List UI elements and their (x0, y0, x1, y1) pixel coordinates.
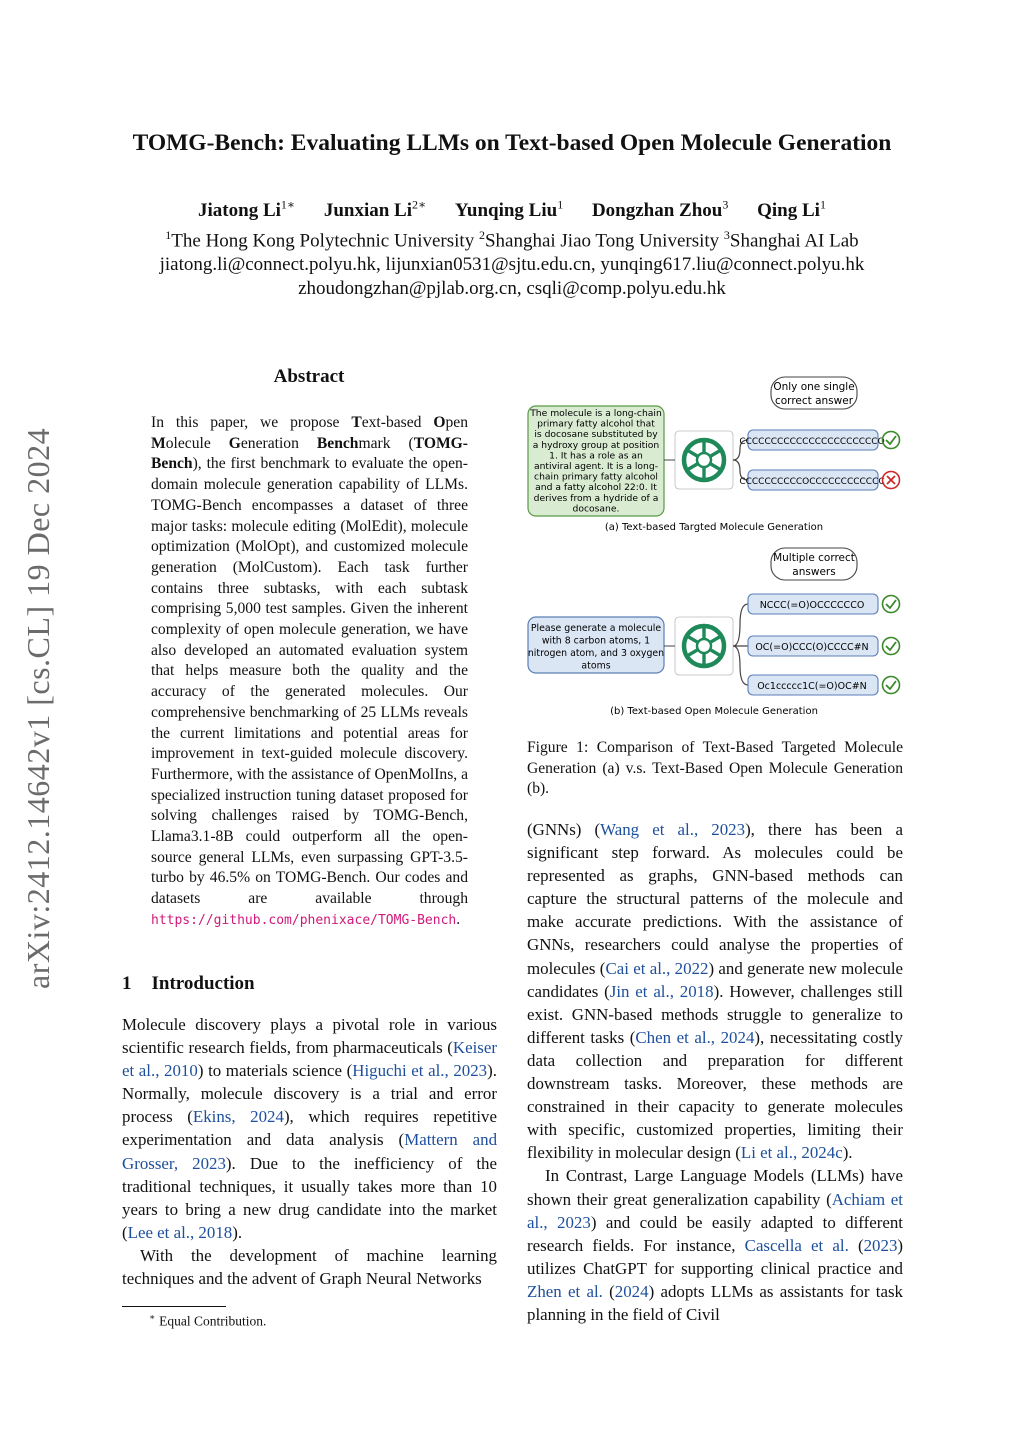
note-single-answer (771, 377, 857, 409)
section-heading: 1 Introduction (122, 973, 255, 994)
citation[interactable]: Chen et al., 2024 (635, 1027, 755, 1047)
answer-box-correct (739, 430, 899, 450)
llm-logo-icon (675, 431, 733, 489)
svg-text:Multiple correct: Multiple correct (773, 552, 855, 564)
svg-text:CCCCCCCCCCOCCCCCCCCCCCC: CCCCCCCCCCOCCCCCCCCCCCC (739, 477, 885, 487)
figure-caption-b: (b) Text-based Open Molecule Generation (610, 706, 818, 717)
emails-line-2: zhoudongzhan@pjlab.org.cn, csqli@comp.polyu.edu.hk (298, 278, 726, 300)
paragraph: (GNNs) (Wang et al., 2023), there has been a significant step forward. As molecules could be represented as graphs, GNN-based methods can capture the structural patterns of the molecule and make accurate predictions. With the assistance of GNNs, researchers could analyse the properties of molecules (Cai et al., 2022) and generate new molecule candidates (Jin et al., 2018). However, challenges still exist. GNN-based methods struggle to generalize to different tasks (Chen et al., 2024), necessitating costly data collection and preparation for different downstream tasks. Moreover, these methods are constrained in their capacity to generate molecules with specific, customized properties, limiting their flexibility in molecular design (Li et al., 2024c). (527, 820, 904, 1163)
svg-text:answers: answers (792, 566, 836, 578)
prompt-line: is docosane substituted by (534, 429, 658, 441)
prompt-line: antiviral agent. It is a long- (533, 461, 659, 472)
smiles-answer: OC(=O)CCC(O)CCCC#N (755, 642, 869, 653)
prompt-line: chain primary fatty alcohol (534, 471, 658, 483)
prompt-line: nitrogen atom, and 3 oxygen (527, 648, 665, 659)
smiles-answer: NCCC(=O)OCCCCCCO (759, 600, 865, 611)
check-icon (883, 638, 900, 655)
svg-text:correct answer: correct answer (774, 395, 854, 407)
prompt-line: and a fatty alcohol 22:0. It (535, 482, 657, 494)
answer-box-correct (748, 594, 900, 614)
svg-text:Only one single: Only one single (773, 381, 855, 393)
citation[interactable]: Cai et al., 2022 (605, 958, 709, 978)
citation[interactable]: Higuchi et al., 2023 (352, 1061, 488, 1081)
citation[interactable]: Lee et al., 2018 (127, 1222, 233, 1242)
prompt-line: primary fatty alcohol that (537, 418, 655, 430)
prompt-line: docosane. (572, 503, 620, 515)
answer-box-wrong (739, 470, 899, 490)
citation[interactable]: 2024 (614, 1281, 649, 1301)
affiliations: $^1$The Hong Kong Polytechnic University $^2$Shanghai Jiao Tong University $^3$Shanghai AI Lab jiatong.li@connect.polyu.hk, lijunxian0531@sjtu.edu.cn, yunqing617.liu@connect.polyu.hk zhoudongzhan@pjlab.org.cn, csqli@comp.polyu.edu.hk (0, 223, 1024, 301)
intro-right-column (527, 818, 903, 1326)
author: Dongzhan Zhou$^3$ (591, 198, 729, 222)
prompt-line: The molecule is a long-chain (530, 408, 662, 419)
author: Junxian $Li^{2∗}$ (323, 198, 427, 222)
smiles-answer: Oc1ccccc1C(=O)OC#N (757, 681, 867, 692)
answer-box-correct (748, 636, 900, 656)
paper-title: TOMG-Bench: Evaluating LLMs on Text-based Open Molecule Generation (132, 130, 892, 156)
citation[interactable]: Cascella et al. (744, 1235, 849, 1255)
prompt-line: a hydroxy group at position (532, 439, 660, 451)
prompt-line: derives from a hydride of a (533, 492, 659, 504)
author: Qing Li$^1$ (757, 198, 826, 222)
check-icon (883, 596, 900, 613)
author-list (0, 198, 1024, 222)
footnote-rule (122, 1306, 226, 1307)
note-multiple-answers (771, 548, 857, 580)
paragraph: Molecule discovery plays a pivotal role in various scientific research fields, from pharmaceuticals (Keiser et al., 2010) to materials science (Higuchi et al., 2023). Normally, molecule discovery is a trial and error process (Ekins, 2024), which requires repetitive experimentation and data analysis (Mattern and Grosser, 2023). Due to the inefficiency of the traditional techniques, it usually takes more than 10 years to bring a new drug candidate into the market (Lee et al., 2018). (122, 1015, 498, 1242)
check-icon (883, 677, 900, 694)
figure-caption: Figure 1: Comparison of Text-Based Targeted Molecule Generation (a) v.s. Text-Based Open Molecule Generation (b). (527, 739, 903, 798)
intro-left-column (122, 1013, 497, 1290)
arxiv-stamp: arXiv:2412.14642v1 [cs.CL] 19 Dec 2024 (20, 427, 56, 989)
paragraph: With the development of machine learning techniques and the advent of Graph Neural Networks (122, 1245, 497, 1289)
answer-box-correct (748, 675, 900, 695)
citation[interactable]: Li et al., 2024c (740, 1143, 843, 1163)
code-link[interactable]: https://github.com/phenixace/TOMG-Bench (151, 912, 457, 928)
prompt-bubble-open (528, 617, 664, 673)
svg-text:CCCCCCCCCCCCCCCCCCCCCCO: CCCCCCCCCCCCCCCCCCCCCCO (739, 437, 885, 447)
citation[interactable]: Zhen et al. (527, 1281, 603, 1301)
citation[interactable]: Jin et al., 2018 (609, 981, 714, 1001)
prompt-bubble-targeted (528, 406, 664, 516)
prompt-line: atoms (581, 660, 611, 672)
prompt-line: 1. It has a role as an (549, 450, 643, 462)
citation[interactable]: 2023 (863, 1235, 898, 1255)
citation[interactable]: Mattern and Grosser, 2023 (122, 1130, 498, 1173)
llm-logo-icon (675, 617, 733, 675)
footnote: ∗ Equal Contribution. (149, 1312, 267, 1329)
emails-line-1: jiatong.li@connect.polyu.hk, lijunxian0531@sjtu.edu.cn, yunqing617.liu@connect.polyu.hk (159, 254, 865, 276)
abstract-heading: Abstract (273, 366, 345, 387)
prompt-line: Please generate a molecule (530, 623, 662, 634)
paragraph: In Contrast, Large Language Models (LLMs) have shown their great generalization capability (Achiam et al., 2023) and could be easily adapted to different research fields. For instance, Cascella et al. (2023) utilizes ChatGPT for supporting clinical practice and Zhen et al. (2024) adopts LLMs as assistants for task planning in the field of Civil (527, 1166, 904, 1324)
prompt-line: with 8 carbon atoms, 1 (541, 635, 651, 647)
abstract-body: In this paper, we propose Text-based Open Molecule Generation Benchmark (TOMG-Bench), the first benchmark to evaluate the open-domain molecule generation capability of LLMs. TOMG-Bench encompasses a dataset of three major tasks: molecule editing (MolEdit), molecule optimization (MolOpt), and customized molecule generation (MolCustom). Each task further contains three subtasks, with each subtask comprising 5,000 test samples. Given the inherent complexity of open molecule generation, we have also developed an automated evaluation system that helps measure both the quality and the accuracy of the generated molecules. Our comprehensive benchmarking of 25 LLMs reveals the current limitations and potential areas for improvement in text-guided molecule discovery. Furthermore, with the assistance of OpenMolIns, a specialized instruction tuning dataset proposed for solving challenges raised by TOMG-Bench, Llama3.1-8B could outperform all the open-source general LLMs, even surpassing GPT-3.5-turbo by 46.5% on TOMG-Bench. Our codes and datasets are available through https://github.com/phenixace/TOMG-Bench. (151, 414, 468, 928)
citation[interactable]: Achiam et al., 2023 (527, 1189, 903, 1232)
figure-caption-a: (a) Text-based Targted Molecule Generation (604, 522, 824, 533)
citation[interactable]: Keiser et al., 2010 (122, 1038, 497, 1081)
author: Yunqing Liu$^1$ (454, 198, 564, 222)
citation[interactable]: Wang et al., 2023 (600, 820, 746, 839)
author: Jiatong $Li^{1∗}$ (198, 198, 296, 222)
citation[interactable]: Ekins, 2024 (192, 1107, 284, 1127)
figure-1 (522, 374, 907, 719)
